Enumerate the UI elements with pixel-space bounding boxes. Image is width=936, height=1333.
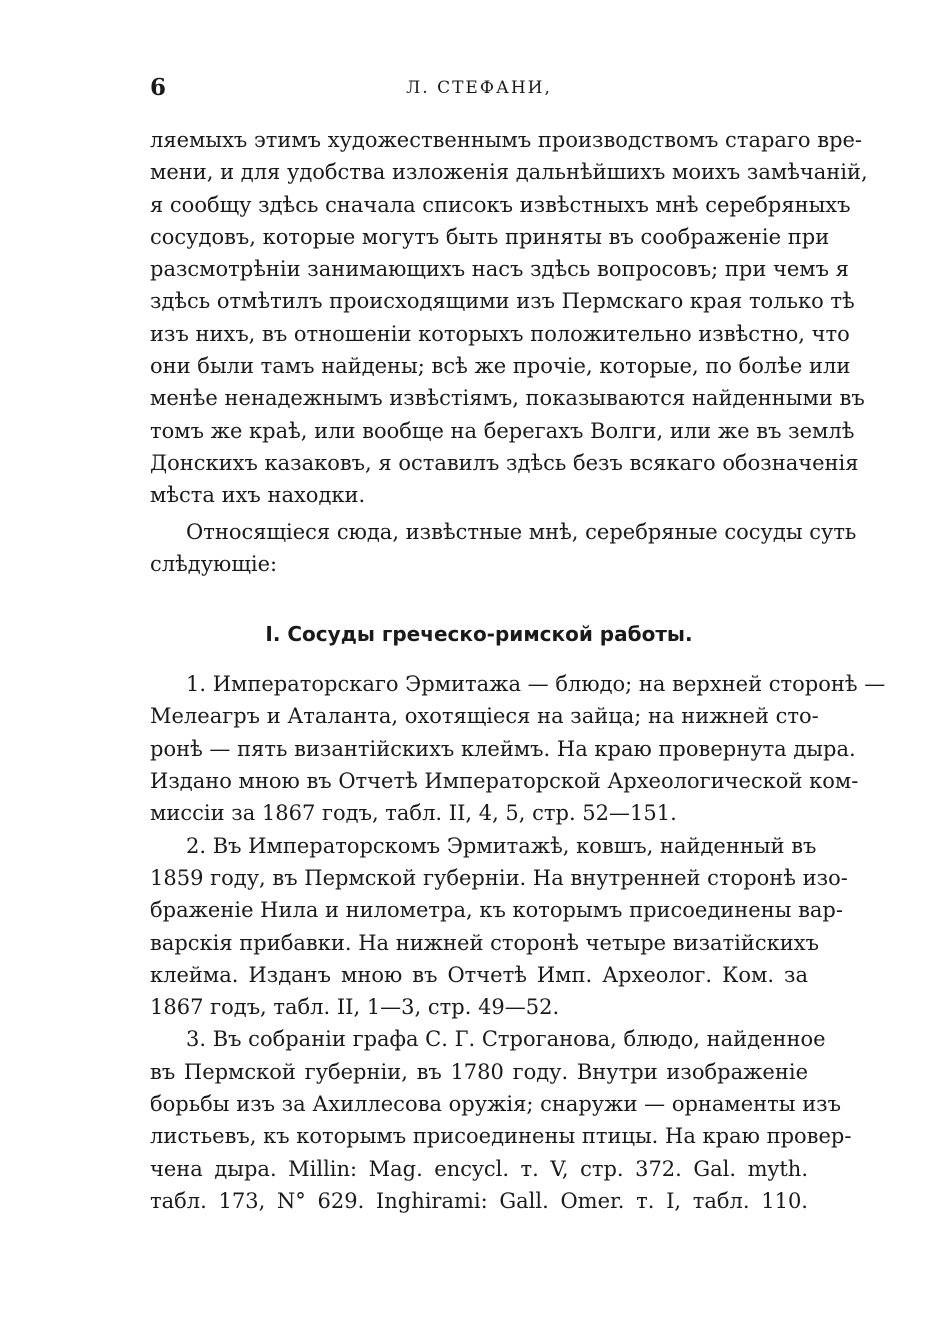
text-line: борьбы изъ за Ахиллесова оружія; снаружи — орнаменты изъ <box>150 1092 842 1117</box>
text-line: Относящіеся сюда, извѣстные мнѣ, серебряные сосуды суть <box>186 519 857 544</box>
text-line: они были тамъ найдены; всѣ же прочіе, которые, по болѣе или <box>150 354 851 379</box>
text-line: мени, и для удобства изложенія дальнѣйшихъ моихъ замѣчаній, <box>150 160 868 185</box>
text-line: 3. Въ собраніи графа С. Г. Строганова, блюдо, найденное <box>186 1027 826 1052</box>
section-title: I. Сосуды греческо-римской работы. <box>265 622 693 647</box>
text-line: слѣдующіе: <box>150 551 278 576</box>
text-line: браженіе Нила и нилометра, къ которымъ присоединены вар- <box>150 898 843 923</box>
text-line: клейма. Изданъ мною въ Отчетѣ Имп. Археолог. Ком. за <box>150 962 808 987</box>
text-line: мѣста ихъ находки. <box>150 483 366 508</box>
text-line: листьевъ, къ которымъ присоединены птицы. На краю провер- <box>150 1124 852 1149</box>
text-line: Донскихъ казаковъ, я оставилъ здѣсь безъ всякаго обозначенія <box>150 450 859 475</box>
text-line: ронѣ — пять византійскихъ клеймъ. На краю провернута дыра. <box>150 736 856 761</box>
text-line: 1867 годъ, табл. II, 1—3, стр. 49—52. <box>150 995 560 1020</box>
text-line: варскія прибавки. На нижней сторонѣ четыре визатійскихъ <box>150 930 819 955</box>
text-line: 2. Въ Императорскомъ Эрмитажѣ, ковшъ, найденный въ <box>186 833 817 858</box>
list-intro-paragraph <box>150 516 857 581</box>
text-line: чена дыра. Millin: Mag. encycl. т. V, стр. 372. Gal. myth. <box>150 1156 808 1181</box>
text-line: 1. Императорскаго Эрмитажа — блюдо; на верхней сторонѣ — <box>186 672 886 697</box>
text-line: Издано мною въ Отчетѣ Императорской Археологической ком- <box>150 769 859 794</box>
catalog-entry <box>150 830 848 1024</box>
text-line: я сообщу здѣсь сначала списокъ извѣстныхъ мнѣ серебряныхъ <box>150 192 851 217</box>
page-number: 6 <box>150 74 167 101</box>
text-line: 1859 году, въ Пермской губерніи. На внутренней сторонѣ изо- <box>150 865 848 890</box>
intro-paragraph <box>150 124 868 512</box>
running-head: Л. СТЕФАНИ, <box>406 78 552 98</box>
text-line: Мелеагръ и Аталанта, охотящіеся на зайца; на нижней сто- <box>150 704 819 729</box>
page-header <box>150 74 808 108</box>
catalog-entry <box>150 1023 852 1217</box>
text-line: разсмотрѣніи занимающихъ насъ здѣсь вопросовъ; при чемъ я <box>150 257 849 282</box>
text-line: изъ нихъ, въ отношеніи которыхъ положительно извѣстно, что <box>150 321 850 346</box>
catalog-entry <box>150 668 886 829</box>
text-line: менѣе ненадежнымъ извѣстіямъ, показываются найденными въ <box>150 386 865 411</box>
text-line: здѣсь отмѣтилъ происходящими изъ Пермскаго края только тѣ <box>150 289 855 314</box>
text-line: табл. 173, N° 629. Inghirami: Gall. Omer. т. I, табл. 110. <box>150 1188 808 1213</box>
text-line: въ Пермской губерніи, въ 1780 году. Внутри изображеніе <box>150 1059 808 1084</box>
text-line: ляемыхъ этимъ художественнымъ производствомъ стараго вре- <box>150 128 863 152</box>
text-line: сосудовъ, которые могутъ быть приняты въ соображеніе при <box>150 224 830 249</box>
text-line: миссіи за 1867 годъ, табл. II, 4, 5, стр. 52—151. <box>150 801 677 826</box>
text-line: томъ же краѣ, или вообще на берегахъ Волги, или же въ землѣ <box>150 418 855 443</box>
page-body <box>150 124 886 1217</box>
